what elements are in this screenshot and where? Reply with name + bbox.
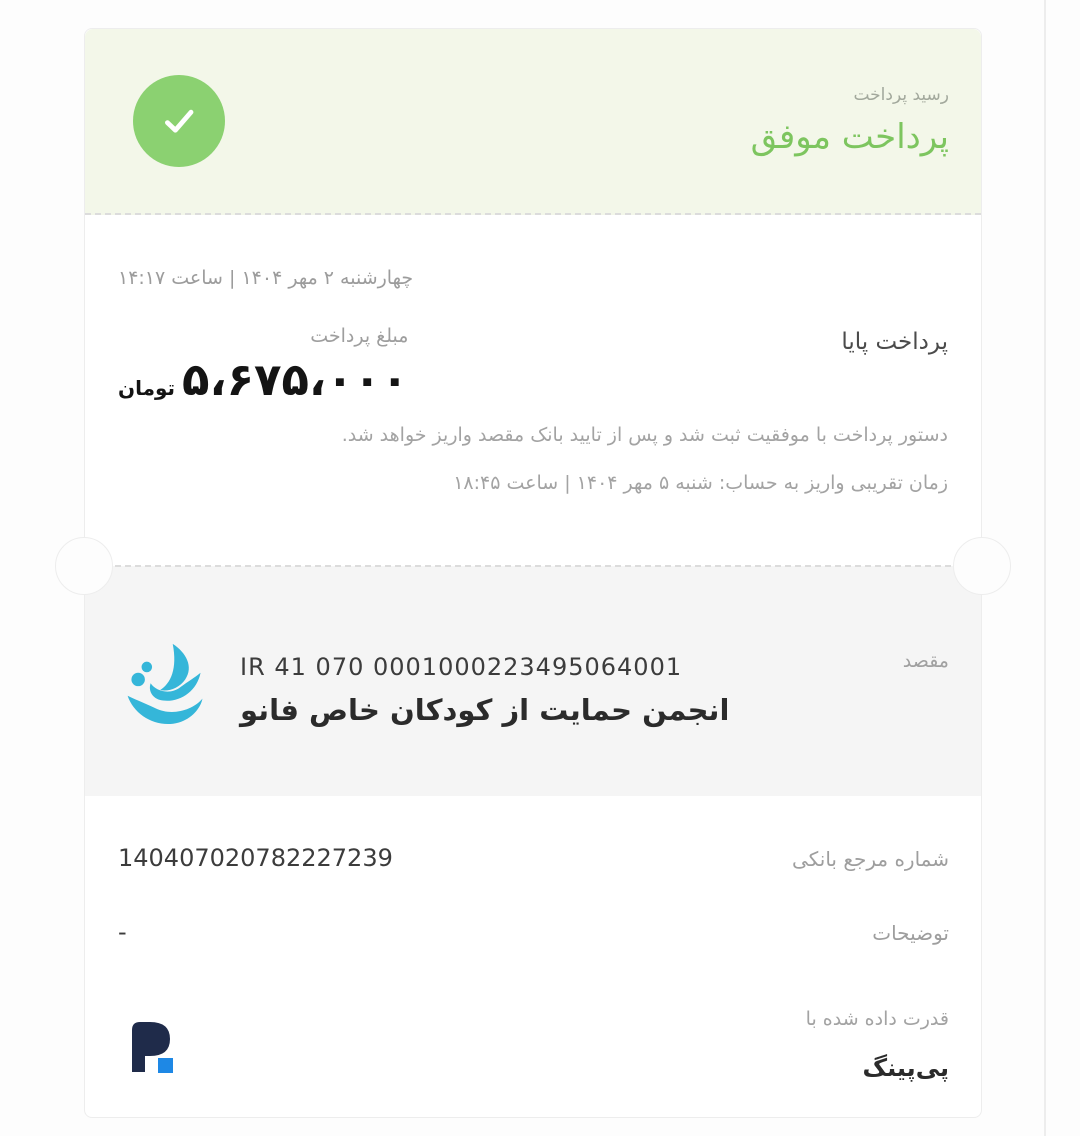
powered-by-label: قدرت داده شده با [805,1008,949,1030]
amount-block [118,325,408,406]
destination-text [240,653,729,727]
payping-logo-icon [118,1014,182,1076]
payment-datetime: چهارشنبه ۲ مهر ۱۴۰۴ | ساعت ۱۴:۱۷ [118,267,414,289]
page-edge-divider [1044,0,1046,1136]
description-value: - [118,918,127,946]
destination-label: مقصد [902,650,949,672]
payment-summary-section [85,215,981,498]
payment-note-settlement-time: زمان تقریبی واریز به حساب: شنبه ۵ مهر ۱۴۰۴ | ساعت ۱۸:۴۵ [453,472,948,494]
fano-logo-glyph [118,642,214,738]
amount-value: ۵،۶۷۵،۰۰۰ [182,353,409,406]
receipt-card [84,28,982,1118]
receipt-header [85,29,981,215]
payment-status-title: پرداخت موفق [750,117,949,157]
payping-brand-name: پی‌پینگ [862,1054,949,1082]
powered-by-text [806,1008,949,1082]
destination-name: انجمن حمایت از کودکان خاص فانو [240,693,730,727]
dashed-perforation-line [115,565,951,567]
fano-charity-logo-icon [118,642,214,738]
bank-reference-label: شماره مرجع بانکی [792,847,949,871]
header-text [751,85,949,157]
destination-iban: IR 41 070 0001000223495064001 [240,653,683,681]
description-label: توضیحات [872,921,949,945]
bank-reference-row [118,844,949,872]
powered-by-row [118,1008,949,1082]
details-section [85,796,981,1082]
destination-info [118,642,729,738]
amount-line [118,353,408,406]
payment-note-confirmation: دستور پرداخت با موفقیت ثبت شد و پس از تایید بانک مقصد واریز خواهد شد. [341,424,948,446]
success-check-icon [133,75,225,167]
amount-row [118,325,948,406]
notch-left [55,537,113,595]
description-row [118,918,949,946]
bank-reference-value: 140407020782227239 [118,844,393,872]
destination-section [85,566,981,796]
amount-label: مبلغ پرداخت [310,325,409,347]
amount-currency: تومان [118,376,176,400]
payping-logo-glyph [118,1014,182,1076]
notch-right [953,537,1011,595]
receipt-type-label: رسید پرداخت [853,85,949,105]
checkmark-glyph [155,97,203,145]
payment-notes [118,420,948,498]
payment-type-label: پرداخت پایا [841,329,948,355]
